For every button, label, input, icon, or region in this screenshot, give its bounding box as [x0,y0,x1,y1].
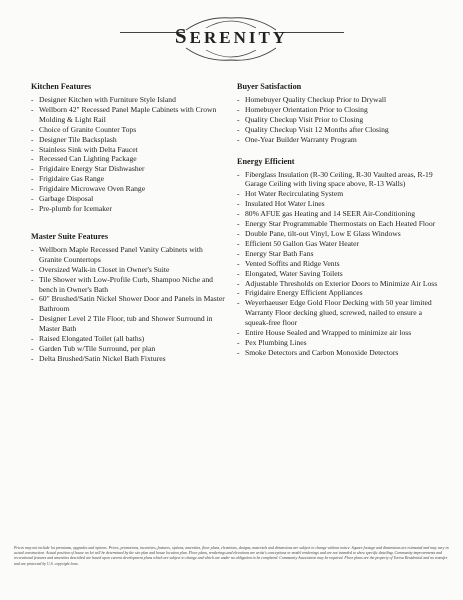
list-item: - Stainless Sink with Delta Faucet [31,145,226,155]
list-item: - 80% AFUE gas Heating and 14 SEER Air-Conditioning [237,209,442,219]
section-title-energy-efficient: Energy Efficient [237,156,295,166]
list-item: - Smoke Detectors and Carbon Monoxide Detectors [237,348,442,358]
list-item: - Designer Level 2 Tile Floor, tub and Shower Surround in Master Bath [31,314,226,334]
list-item: - Delta Brushed/Satin Nickel Bath Fixtures [31,354,226,364]
list-item: - Homebuyer Quality Checkup Prior to Drywall [237,95,442,105]
list-item: - Quality Checkup Visit 12 Months after Closing [237,125,442,135]
list-item: - Designer Tile Backsplash [31,135,226,145]
list-master-suite [31,245,226,364]
brand-title: SERENITY [174,24,289,48]
list-item: - Adjustable Thresholds on Exterior Doors to Minimize Air Loss [237,279,442,289]
list-energy-efficient [237,170,442,358]
list-item: - Recessed Can Lighting Package [31,154,226,164]
list-item: - Garbage Disposal [31,194,226,204]
list-item: - Entire House Sealed and Wrapped to minimize air loss [237,328,442,338]
left-column [31,82,226,364]
section-title-buyer-satisfaction: Buyer Satisfaction [237,82,302,91]
list-item: - Frigidaire Energy Star Dishwasher [31,164,226,174]
header [0,10,463,60]
list-item: - One-Year Builder Warranty Program [237,135,442,145]
list-item: - Frigidaire Microwave Oven Range [31,184,226,194]
list-item: - Frigidaire Energy Efficient Appliances [237,288,442,298]
list-item: - Elongated, Water Saving Toilets [237,269,442,279]
list-item: - Garden Tub w/Tile Surround, per plan [31,344,226,354]
list-item: - Wellborn Maple Recessed Panel Vanity Cabinets with Granite Countertops [31,245,226,265]
flourish-bottom-ornament [176,44,286,66]
list-item: - Energy Star Bath Fans [237,249,442,259]
list-item: - Hot Water Recirculating System [237,189,442,199]
list-item: - Vented Soffits and Ridge Vents [237,259,442,269]
list-item: - Oversized Walk-in Closet in Owner's Suite [31,265,226,275]
list-item: - Efficient 50 Gallon Gas Water Heater [237,239,442,249]
list-item: - Homebuyer Orientation Prior to Closing [237,105,442,115]
list-item: - Wellborn 42" Recessed Panel Maple Cabinets with Crown Molding & Light Rail [31,105,226,125]
list-item: - Double Pane, tilt-out Vinyl, Low E Glass Windows [237,229,442,239]
legal-disclaimer: Prices may not include lot premiums, upgrades and options. Prices, promotions, incentives, features, options, amenities, floor plans, elevations, designs, materials and dimensions are subject to change without notice. Square footage and dimensions are estimated and may vary in actual construction. Actual position of house on lot will be determined by the site plan and house location plan. Floor plans, renderings and elevations are artist's conceptions or model renderings and are not intended to show specific detailing. Community improvements and recreational features and amenities described are based upon current development plans which are subject to change and which are under no obligation to be completed. Community Association may be required. Floor plans are the property of Toresa Residential and no transfer and are protected by U.S. copyright laws. [14,546,449,566]
list-item: - Pex Plumbing Lines [237,338,442,348]
list-item: - Choice of Granite Counter Tops [31,125,226,135]
list-item: - Weyerhaeuser Edge Gold Floor Decking with 50 year limited Warranty Floor decking glued, screwed, nailed to ensure a squeak-free floor [237,298,442,328]
section-title-kitchen: Kitchen Features [31,82,92,91]
list-item: - Insulated Hot Water Lines [237,199,442,209]
list-item: - Pre-plumb for Icemaker [31,204,226,214]
list-kitchen [31,95,226,214]
list-item: - Quality Checkup Visit Prior to Closing [237,115,442,125]
list-item: - Fiberglass Insulation (R-30 Ceiling, R-30 Vaulted areas, R-19 Garage Ceiling with living space above, R-13 Walls) [237,170,442,190]
list-buyer-satisfaction [237,95,442,145]
section-title-master-suite: Master Suite Features [31,231,109,241]
list-item: - Designer Kitchen with Furniture Style Island [31,95,226,105]
list-item: - Energy Star Programmable Thermostats on Each Heated Floor [237,219,442,229]
right-column [237,82,442,358]
list-item: - Tile Shower with Low-Profile Curb, Shampoo Niche and bench in Owner's Bath [31,275,226,295]
list-item: - Raised Elongated Toilet (all baths) [31,334,226,344]
list-item: - Frigidaire Gas Range [31,174,226,184]
list-item: - 60" Brushed/Satin Nickel Shower Door and Panels in Master Bathroom [31,294,226,314]
